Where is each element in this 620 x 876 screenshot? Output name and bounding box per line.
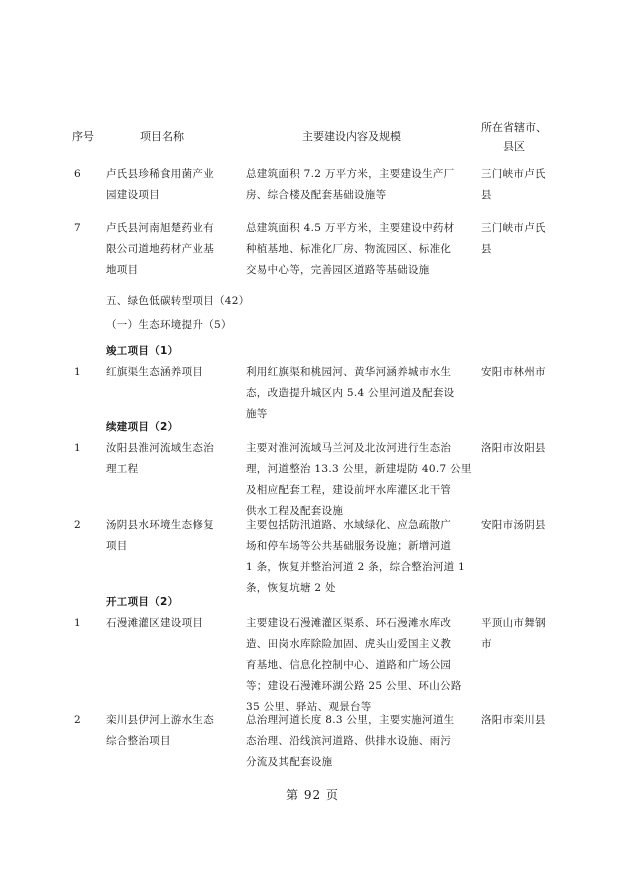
row-seq: 1 xyxy=(74,617,81,629)
group-heading-completed: 竣工项目（1） xyxy=(106,345,179,357)
row-name: 红旗渠生态涵养项目 xyxy=(106,366,204,378)
row-seq: 2 xyxy=(74,519,81,531)
header-location-line2: 县区 xyxy=(503,140,525,153)
section-heading: 五、绿色低碳转型项目（42） xyxy=(106,295,250,307)
row-location: 洛阳市汝阳县 xyxy=(481,442,546,454)
row-location: 安阳市林州市 xyxy=(481,366,546,378)
row-seq: 7 xyxy=(74,222,81,234)
row-content: 总建筑面积 4.5 万平方米，主要建设中药材 种植基地、标准化厂房、物流园区、标准化 交易中心等，完善园区道路等基础设施 xyxy=(246,222,455,276)
row-content: 总治理河道长度 8.3 公里，主要实施河道生 态治理、沿线滨河道路、供排水设施、雨污 分流及其配套设施 xyxy=(246,714,455,768)
row-seq: 1 xyxy=(74,366,81,378)
row-name: 汝阳县淮河流域生态治 理工程 xyxy=(106,442,214,475)
row-name: 石漫滩灌区建设项目 xyxy=(106,617,204,629)
subsection-heading: （一）生态环境提升（5） xyxy=(106,319,232,331)
row-content: 主要对淮河流域马兰河及北汝河进行生态治 理，河道整治 13.3 公里，新建堤防 40.7 公里 及相应配套工程，建设前坪水库灌区北干管 供水工程及配套设施 xyxy=(246,442,472,517)
header-location-line1: 所在省辖市、 xyxy=(481,121,547,134)
row-location: 洛阳市栾川县 xyxy=(481,714,546,726)
row-location: 三门峡市卢氏 县 xyxy=(481,168,546,201)
header-content: 主要建设内容及规模 xyxy=(302,130,401,143)
row-content: 主要建设石漫滩灌区渠系、环石漫滩水库改 造、田岗水库除险加固、虎头山爱国主义教 育基地、信息化控制中心、道路和广场公园 等；建设石漫滩环湖公路 25 公里、环山公路 35 公里、驿站、观景台等 xyxy=(246,617,462,713)
group-heading-started: 开工项目（2） xyxy=(106,596,179,608)
row-name: 卢氏县珍稀食用菌产业 园建设项目 xyxy=(106,168,214,201)
row-location: 安阳市汤阴县 xyxy=(481,519,546,531)
row-content: 利用红旗渠和桃园河、黄华河涵养城市水生 态，改造提升城区内 5.4 公里河道及配套设 施等 xyxy=(246,366,455,420)
page-number: 第 92 页 xyxy=(286,788,339,802)
row-name: 卢氏县河南旭楚药业有 限公司道地药材产业基 地项目 xyxy=(106,222,214,276)
row-content: 总建筑面积 7.2 万平方米，主要建设生产厂 房、综合楼及配套基础设施等 xyxy=(246,168,455,201)
row-name: 汤阴县水环境生态修复 项目 xyxy=(106,519,214,552)
row-name: 栾川县伊河上游水生态 综合整治项目 xyxy=(106,714,214,747)
row-seq: 6 xyxy=(74,168,81,180)
header-name: 项目名称 xyxy=(140,130,184,143)
row-seq: 2 xyxy=(74,714,81,726)
header-seq: 序号 xyxy=(72,130,94,143)
row-seq: 1 xyxy=(74,442,81,454)
row-content: 主要包括防汛道路、水域绿化、应急疏散广 场和停车场等公共基础服务设施；新增河道 1 条，恢复并整治河道 2 条，综合整治河道 1 条，恢复坑塘 2 处 xyxy=(246,519,466,594)
group-heading-continued: 续建项目（2） xyxy=(106,421,179,433)
row-location: 三门峡市卢氏 县 xyxy=(481,222,546,255)
row-location: 平顶山市舞钢 市 xyxy=(481,617,546,650)
